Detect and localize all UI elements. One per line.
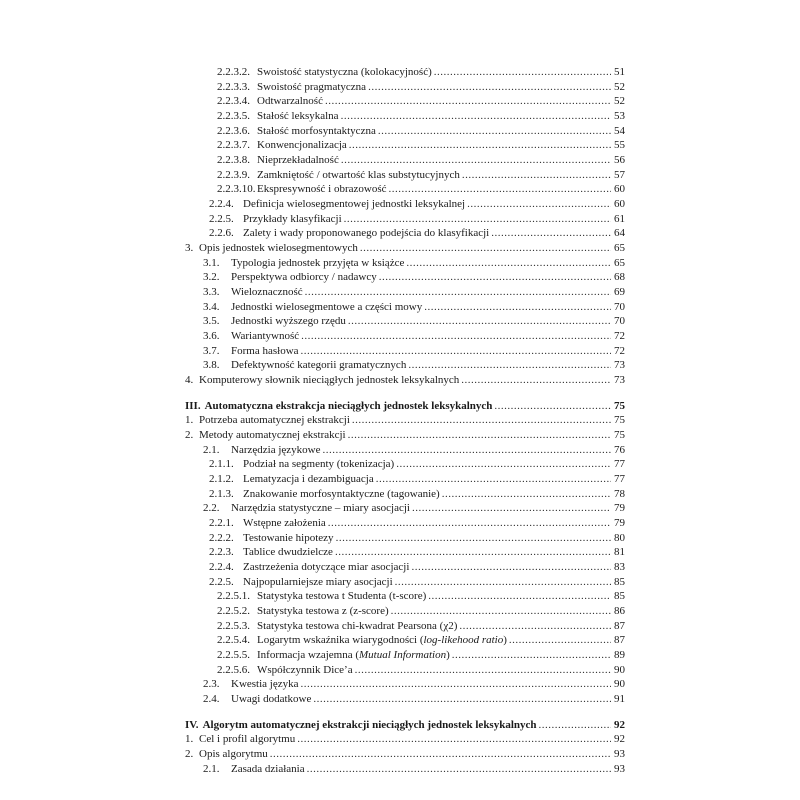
toc-entry[interactable] (217, 633, 625, 647)
dot-leader (348, 428, 611, 442)
toc-entry[interactable] (209, 197, 625, 211)
toc-entry-title: Współczynnik Dice’a (257, 664, 353, 676)
toc-entry-title: Narzędzia statystyczne – miary asocjacji (231, 502, 410, 514)
toc-entry[interactable] (203, 443, 625, 457)
toc-entry-number: 2.1.3. (209, 488, 234, 500)
toc-entry-number: 3.8. (203, 359, 220, 371)
toc-entry[interactable] (209, 531, 625, 545)
dot-leader (335, 545, 611, 559)
toc-entry-number: 3.1. (203, 257, 220, 269)
toc-entry[interactable] (203, 344, 625, 358)
toc-page-number: 75 (614, 400, 625, 412)
toc-entry-number: 2.2.3.5. (217, 110, 250, 122)
toc-page-number: 83 (614, 561, 625, 573)
toc-entry-title: Typologia jednostek przyjęta w książce (231, 257, 405, 269)
toc-page-number: 70 (614, 301, 625, 313)
toc-page-number: 77 (614, 458, 625, 470)
toc-entry-title: Odtwarzalność (257, 95, 323, 107)
dot-leader (301, 329, 611, 343)
toc-page-number: 86 (614, 605, 625, 617)
toc-page-number: 55 (614, 139, 625, 151)
toc-entry-number: III. (185, 400, 201, 412)
toc-entry-number: 2.2.5.1. (217, 590, 250, 602)
dot-leader (325, 94, 611, 108)
toc-entry-title: Defektywność kategorii gramatycznych (231, 359, 407, 371)
toc-entry-title: Lematyzacja i dezambiguacja (243, 473, 374, 485)
toc-entry-title: Zasada działania (231, 763, 305, 775)
toc-entry-number: 2.2.5.6. (217, 664, 250, 676)
toc-entry-title: Swoistość pragmatyczna (257, 81, 367, 93)
toc-entry-number: 2.2.5.4. (217, 634, 250, 646)
toc-entry-title: Ekspresywność i obrazowość (257, 183, 387, 195)
dot-leader (408, 358, 611, 372)
toc-entry[interactable] (209, 516, 625, 530)
dot-leader (348, 314, 611, 328)
toc-entry[interactable] (217, 80, 625, 94)
dot-leader (442, 487, 611, 501)
toc-entry-title: Zalety i wady proponowanego podejścia do klasyfikacji (243, 227, 490, 239)
toc-entry-title: Komputerowy słownik nieciągłych jednostek leksykalnych (199, 374, 460, 386)
toc-entry[interactable] (203, 270, 625, 284)
toc-entry[interactable] (209, 472, 625, 486)
toc-entry-title: Jednostki wyższego rzędu (231, 315, 346, 327)
dot-leader (341, 109, 611, 123)
toc-entry-number: 2.2.3.9. (217, 169, 250, 181)
dot-leader (411, 560, 611, 574)
toc-entry[interactable] (185, 373, 625, 387)
toc-page-number: 76 (614, 444, 625, 456)
toc-entry-number: 3.2. (203, 271, 220, 283)
dot-leader (341, 153, 611, 167)
toc-entry-number: 2.2.3.3. (217, 81, 250, 93)
toc-entry-number: 2.1.1. (209, 458, 234, 470)
toc-entry-number: 2.2.1. (209, 517, 234, 529)
toc-entry[interactable] (217, 138, 625, 152)
toc-page-number: 89 (614, 649, 625, 661)
dot-leader (368, 80, 611, 94)
toc-page-number: 81 (614, 546, 625, 558)
toc-entry-title: Stałość leksykalna (257, 110, 339, 122)
toc-entry-number: 3.5. (203, 315, 220, 327)
toc-entry[interactable] (203, 692, 625, 706)
toc-entry-title: Potrzeba automatycznej ekstrakcji (199, 414, 350, 426)
toc-entry-number: 2.2.6. (209, 227, 234, 239)
toc-entry-title: Podział na segmenty (tokenizacja) (243, 458, 395, 470)
dot-leader (412, 501, 611, 515)
toc-page-number: 53 (614, 110, 625, 122)
toc-page-number: 91 (614, 693, 625, 705)
toc-entry-number: 2.3. (203, 678, 220, 690)
toc-page-number: 73 (614, 374, 625, 386)
toc-page-number: 61 (614, 213, 625, 225)
toc-entry-title: Opis algorytmu (199, 748, 268, 760)
toc-page-number: 60 (614, 183, 625, 195)
toc-entry-number: 2.2.4. (209, 198, 234, 210)
dot-leader (428, 589, 611, 603)
dot-leader (389, 182, 611, 196)
toc-page-number: 75 (614, 414, 625, 426)
toc-entry-title: Statystyka testowa z (z-score) (257, 605, 389, 617)
toc-page-number: 87 (614, 620, 625, 632)
dot-leader (344, 212, 611, 226)
toc-entry[interactable] (203, 501, 625, 515)
dot-leader (355, 663, 611, 677)
toc-entry-title: Automatyczna ekstrakcja nieciągłych jednostek leksykalnych (204, 400, 493, 412)
dot-leader (494, 399, 611, 413)
dot-leader (301, 344, 611, 358)
dot-leader (491, 226, 611, 240)
toc-entry[interactable] (217, 65, 625, 79)
toc-page-number: 90 (614, 664, 625, 676)
dot-leader (434, 65, 611, 79)
dot-leader (395, 575, 611, 589)
toc-entry[interactable] (203, 358, 625, 372)
toc-entry-title: Metody automatycznej ekstrakcji (199, 429, 346, 441)
toc-entry-title: Logarytm wskaźnika wiarygodności (log-likehood ratio) (257, 634, 507, 646)
toc-entry[interactable] (209, 487, 625, 501)
dot-leader (305, 285, 611, 299)
toc-entry-number: 2.2.3.4. (217, 95, 250, 107)
toc-entry[interactable] (209, 212, 625, 226)
toc-entry-title: Zastrzeżenia dotyczące miar asocjacji (243, 561, 410, 573)
toc-entry-title: Swoistość statystyczna (kolokacyjność) (257, 66, 432, 78)
toc-page-number: 64 (614, 227, 625, 239)
dot-leader (336, 531, 611, 545)
toc-entry-title: Jednostki wielosegmentowe a części mowy (231, 301, 423, 313)
toc-page-number: 79 (614, 517, 625, 529)
dot-leader (459, 619, 611, 633)
toc-entry-number: 4. (185, 374, 194, 386)
toc-page-number: 80 (614, 532, 625, 544)
toc-entry[interactable] (217, 168, 625, 182)
toc-entry-number: 2.2.3.8. (217, 154, 250, 166)
toc-page-number: 77 (614, 473, 625, 485)
toc-entry-number: 3.3. (203, 286, 220, 298)
toc-entry[interactable] (203, 300, 625, 314)
toc-entry[interactable] (185, 732, 625, 746)
toc-entry-number: 2.2.3.10. (217, 183, 256, 195)
toc-entry[interactable] (217, 109, 625, 123)
toc-entry[interactable] (209, 560, 625, 574)
toc-entry-number: 3.4. (203, 301, 220, 313)
toc-page-number: 72 (614, 345, 625, 357)
toc-entry-number: 2. (185, 748, 194, 760)
dot-leader (539, 718, 611, 732)
toc-page-number: 93 (614, 763, 625, 775)
toc-entry-title: Perspektywa odbiorcy / nadawcy (231, 271, 377, 283)
toc-entry-title: Opis jednostek wielosegmentowych (199, 242, 358, 254)
toc-entry-title: Kwestia języka (231, 678, 299, 690)
toc-page-number: 79 (614, 502, 625, 514)
toc-entry[interactable] (209, 457, 625, 471)
toc-entry-title: Definicja wielosegmentowej jednostki leksykalnej (243, 198, 466, 210)
dot-leader (406, 256, 611, 270)
toc-entry[interactable] (185, 428, 625, 442)
toc-entry-number: 3.7. (203, 345, 220, 357)
dot-leader (360, 241, 611, 255)
toc-entry-number: 2.2.5. (209, 213, 234, 225)
toc-entry[interactable] (185, 413, 625, 427)
dot-leader (509, 633, 611, 647)
dot-leader (328, 516, 611, 530)
toc-entry-title: Najpopularniejsze miary asocjacji (243, 576, 393, 588)
toc-entry-title: Cel i profil algorytmu (199, 733, 296, 745)
toc-entry-title: Statystyka testowa chi-kwadrat Pearsona (χ2) (257, 620, 458, 632)
toc-page-number: 68 (614, 271, 625, 283)
dot-leader (376, 472, 611, 486)
toc-entry-title: Zamkniętość / otwartość klas substytucyjnych (257, 169, 460, 181)
toc-entry-number: 2.2.2. (209, 532, 234, 544)
toc-entry-title: Testowanie hipotezy (243, 532, 334, 544)
toc-page-number: 78 (614, 488, 625, 500)
toc-entry-number: 2. (185, 429, 194, 441)
toc-entry[interactable] (217, 604, 625, 618)
dot-leader (379, 270, 611, 284)
dot-leader (270, 747, 611, 761)
toc-entry-title: Konwencjonalizacja (257, 139, 347, 151)
toc-entry-title: Wariantywność (231, 330, 300, 342)
toc-entry[interactable] (209, 575, 625, 589)
toc-entry-number: 2.1. (203, 444, 220, 456)
toc-entry-number: 2.2.3.7. (217, 139, 250, 151)
toc-page-number: 54 (614, 125, 625, 137)
toc-entry[interactable] (217, 589, 625, 603)
dot-leader (352, 413, 611, 427)
toc-entry[interactable] (217, 94, 625, 108)
toc-entry-number: 1. (185, 414, 194, 426)
toc-entry-title: Statystyka testowa t Studenta (t-score) (257, 590, 427, 602)
toc-entry[interactable] (185, 747, 625, 761)
dot-leader (391, 604, 611, 618)
toc-entry-number: 2.1. (203, 763, 220, 775)
toc-entry[interactable] (203, 256, 625, 270)
dot-leader (322, 443, 611, 457)
toc-page-number: 72 (614, 330, 625, 342)
toc-entry[interactable] (217, 619, 625, 633)
toc-chapter[interactable] (185, 718, 625, 732)
toc-entry-number: 2.1.2. (209, 473, 234, 485)
toc-entry-number: IV. (185, 719, 199, 731)
dot-leader (297, 732, 611, 746)
toc-entry-title: Nieprzekładalność (257, 154, 339, 166)
toc-entry[interactable] (217, 153, 625, 167)
toc-page-number: 56 (614, 154, 625, 166)
toc-entry-number: 2.2.5.2. (217, 605, 250, 617)
toc-entry-title: Stałość morfosyntaktyczna (257, 125, 376, 137)
toc-entry[interactable] (203, 677, 625, 691)
toc-entry-title: Uwagi dodatkowe (231, 693, 312, 705)
toc-entry-number: 3. (185, 242, 194, 254)
toc-entry-title: Informacja wzajemna (Mutual Information) (257, 649, 450, 661)
toc-page-number: 93 (614, 748, 625, 760)
toc-entry-number: 2.2. (203, 502, 220, 514)
toc-entry-title: Forma hasłowa (231, 345, 299, 357)
toc-chapter[interactable] (185, 399, 625, 413)
toc-page-number: 69 (614, 286, 625, 298)
toc-page-number: 85 (614, 590, 625, 602)
toc-entry-number: 2.2.3.6. (217, 125, 250, 137)
toc-entry[interactable] (209, 226, 625, 240)
dot-leader (452, 648, 611, 662)
toc-page-number: 51 (614, 66, 625, 78)
dot-leader (301, 677, 612, 691)
toc-entry[interactable] (209, 545, 625, 559)
dot-leader (313, 692, 611, 706)
toc-entry-number: 2.2.3.2. (217, 66, 250, 78)
toc-page-number: 70 (614, 315, 625, 327)
toc-entry[interactable] (217, 663, 625, 677)
toc-entry-title: Narzędzia językowe (231, 444, 321, 456)
dot-leader (462, 168, 611, 182)
toc-page-number: 85 (614, 576, 625, 588)
toc-entry[interactable] (185, 241, 625, 255)
toc-entry-number: 2.2.3. (209, 546, 234, 558)
dot-leader (378, 124, 611, 138)
toc-entry[interactable] (203, 762, 625, 776)
toc-page-number: 90 (614, 678, 625, 690)
toc-entry[interactable] (217, 124, 625, 138)
toc-entry-title: Wstępne założenia (243, 517, 326, 529)
toc-entry[interactable] (217, 182, 625, 196)
toc-entry[interactable] (203, 314, 625, 328)
dot-leader (349, 138, 611, 152)
toc-page-number: 60 (614, 198, 625, 210)
toc-entry-number: 3.6. (203, 330, 220, 342)
toc-entry-number: 1. (185, 733, 194, 745)
dot-leader (307, 762, 611, 776)
toc-page-number: 92 (614, 733, 625, 745)
toc-page-number: 73 (614, 359, 625, 371)
toc-entry-number: 2.2.5.3. (217, 620, 250, 632)
toc-entry-title: Znakowanie morfosyntaktyczne (tagowanie) (243, 488, 440, 500)
dot-leader (467, 197, 611, 211)
toc-entry-number: 2.2.4. (209, 561, 234, 573)
toc-page-number: 87 (614, 634, 625, 646)
toc-page-number: 65 (614, 242, 625, 254)
toc-page-number: 57 (614, 169, 625, 181)
dot-leader (461, 373, 611, 387)
toc-entry-title: Tablice dwudzielcze (243, 546, 333, 558)
toc-page-number: 75 (614, 429, 625, 441)
toc-entry-number: 2.2.5. (209, 576, 234, 588)
toc-page-number: 65 (614, 257, 625, 269)
toc-page-number: 52 (614, 81, 625, 93)
toc-entry[interactable] (203, 329, 625, 343)
toc-entry[interactable] (217, 648, 625, 662)
toc-entry[interactable] (203, 285, 625, 299)
toc-page-number: 92 (614, 719, 625, 731)
toc-entry-number: 2.2.5.5. (217, 649, 250, 661)
dot-leader (424, 300, 611, 314)
toc-entry-title: Przykłady klasyfikacji (243, 213, 342, 225)
dot-leader (396, 457, 611, 471)
toc-entry-number: 2.4. (203, 693, 220, 705)
toc-entry-title: Algorytm automatycznej ekstrakcji nieciągłych jednostek leksykalnych (202, 719, 537, 731)
toc-page-number: 52 (614, 95, 625, 107)
toc-entry-title: Wieloznaczność (231, 286, 303, 298)
